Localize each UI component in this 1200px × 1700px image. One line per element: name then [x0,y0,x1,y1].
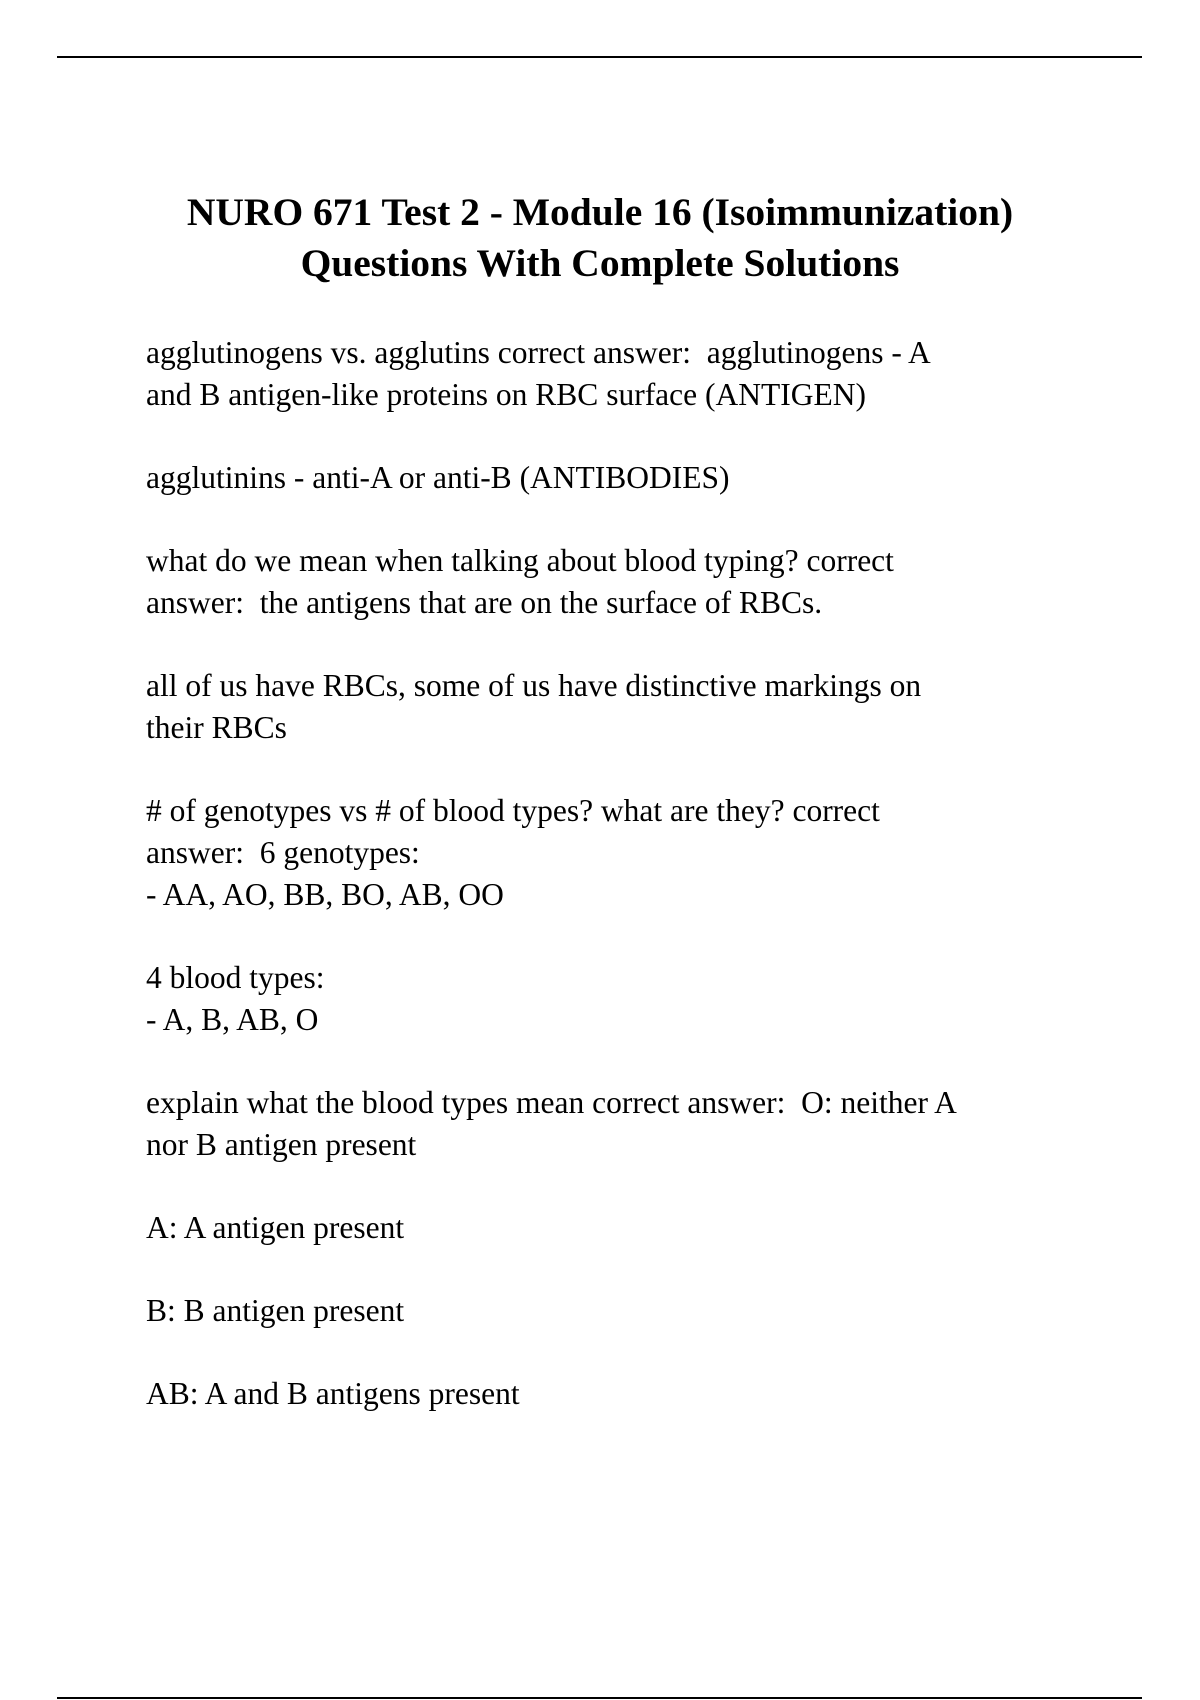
text-line: B: B antigen present [146,1293,405,1328]
title-line: Questions With Complete Solutions [300,241,900,285]
page-title [100,187,1100,289]
text-line: # of genotypes vs # of blood types? what are they? correct [146,793,880,828]
qa-paragraph [146,1290,1146,1332]
qa-paragraph [146,665,1146,749]
text-line: what do we mean when talking about blood typing? correct [146,543,894,578]
qa-paragraph [146,957,1146,1041]
qa-paragraph [146,1373,1146,1415]
document-body [146,332,1146,1456]
text-line: and B antigen-like proteins on RBC surface (ANTIGEN) [146,377,866,412]
title-line: NURO 671 Test 2 - Module 16 (Isoimmunization) [186,190,1014,234]
qa-paragraph [146,1207,1146,1249]
text-line: 4 blood types: [146,960,325,995]
text-line: A: A antigen present [146,1210,405,1245]
qa-paragraph [146,332,1146,416]
text-line: their RBCs [146,710,287,745]
text-line: agglutinins - anti-A or anti-B (ANTIBODIES) [146,460,730,495]
footer-rule [57,1697,1142,1699]
qa-paragraph [146,1082,1146,1166]
text-line: agglutinogens vs. agglutins correct answer: agglutinogens - A [146,335,931,370]
text-line: explain what the blood types mean correct answer: O: neither A [146,1085,957,1120]
text-line: nor B antigen present [146,1127,417,1162]
text-line: answer: the antigens that are on the surface of RBCs. [146,585,823,620]
header-rule [57,56,1142,58]
qa-paragraph [146,790,1146,916]
text-line: - AA, AO, BB, BO, AB, OO [146,877,504,912]
text-line: - A, B, AB, O [146,1002,319,1037]
qa-paragraph [146,540,1146,624]
text-line: answer: 6 genotypes: [146,835,420,870]
text-line: AB: A and B antigens present [146,1376,520,1411]
text-line: all of us have RBCs, some of us have distinctive markings on [146,668,922,703]
qa-paragraph [146,457,1146,499]
